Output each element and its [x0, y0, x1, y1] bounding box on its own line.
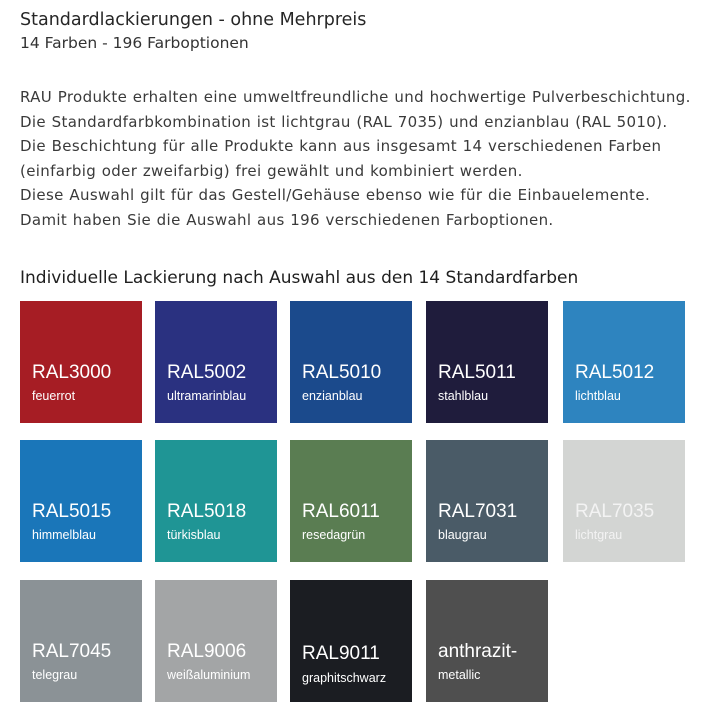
swatch-name: resedagrün	[302, 528, 366, 542]
intro-paragraph	[20, 85, 700, 232]
swatch-code: RAL5015	[32, 501, 112, 522]
swatch-name: lichtgrau	[575, 528, 623, 542]
color-swatch	[155, 580, 277, 702]
swatch-code: RAL5018	[167, 501, 247, 522]
intro-line: Diese Auswahl gilt für das Gestell/Gehäuse ebenso wie für die Einbauelemente.	[20, 186, 651, 204]
color-swatch	[20, 301, 142, 423]
color-swatch	[563, 440, 685, 562]
color-swatch	[20, 580, 142, 702]
swatch-code: RAL7031	[438, 501, 518, 522]
color-swatch	[20, 440, 142, 562]
swatch-name: weißaluminium	[167, 668, 251, 682]
intro-line: Damit haben Sie die Auswahl aus 196 verschiedenen Farboptionen.	[20, 210, 554, 229]
swatch-code: RAL9011	[302, 643, 380, 664]
swatch-code: anthrazit-	[438, 641, 518, 662]
intro-line: Die Standardfarbkombination ist lichtgrau (RAL 7035) und enzianblau (RAL 5010).	[20, 112, 668, 131]
swatch-code: RAL3000	[32, 362, 112, 383]
intro-line: Die Beschichtung für alle Produkte kann aus insgesamt 14 verschiedenen Farben	[20, 137, 662, 155]
swatch-name: stahlblau	[438, 389, 489, 403]
swatch-name: blaugrau	[438, 528, 487, 542]
swatch-name: graphitschwarz	[302, 671, 387, 685]
color-swatch	[290, 580, 412, 702]
color-swatch	[290, 301, 412, 423]
color-swatch	[426, 440, 548, 562]
intro-line: (einfarbig oder zweifarbig) frei gewählt und kombiniert werden.	[20, 161, 523, 180]
swatch-code: RAL6011	[302, 501, 380, 522]
color-swatch	[426, 301, 548, 423]
intro-line: RAU Produkte erhalten eine umweltfreundliche und hochwertige Pulverbeschichtung.	[20, 88, 691, 106]
swatch-name: metallic	[438, 668, 481, 682]
swatch-name: himmelblau	[32, 528, 96, 542]
swatch-code: RAL7045	[32, 641, 112, 662]
section-heading: Individuelle Lackierung nach Auswahl aus den 14 Standardfarben	[20, 268, 579, 288]
color-swatch	[155, 440, 277, 562]
swatch-name: türkisblau	[167, 528, 221, 542]
color-swatch	[155, 301, 277, 423]
swatch-name: enzianblau	[302, 389, 363, 403]
swatch-code: RAL9006	[167, 641, 247, 662]
swatch-name: feuerrot	[32, 389, 76, 403]
page-subtitle: 14 Farben - 196 Farboptionen	[20, 34, 249, 52]
page-title: Standardlackierungen - ohne Mehrpreis	[20, 10, 367, 30]
color-swatch	[290, 440, 412, 562]
color-swatch	[563, 301, 685, 423]
swatch-name: lichtblau	[575, 389, 621, 403]
swatch-code: RAL5012	[575, 362, 655, 383]
swatch-code: RAL7035	[575, 501, 655, 522]
swatch-code: RAL5002	[167, 362, 247, 383]
color-swatch	[426, 580, 548, 702]
swatch-code: RAL5010	[302, 362, 382, 383]
swatch-name: ultramarinblau	[167, 389, 247, 403]
swatch-name: telegrau	[32, 668, 78, 682]
swatch-code: RAL5011	[438, 362, 516, 383]
